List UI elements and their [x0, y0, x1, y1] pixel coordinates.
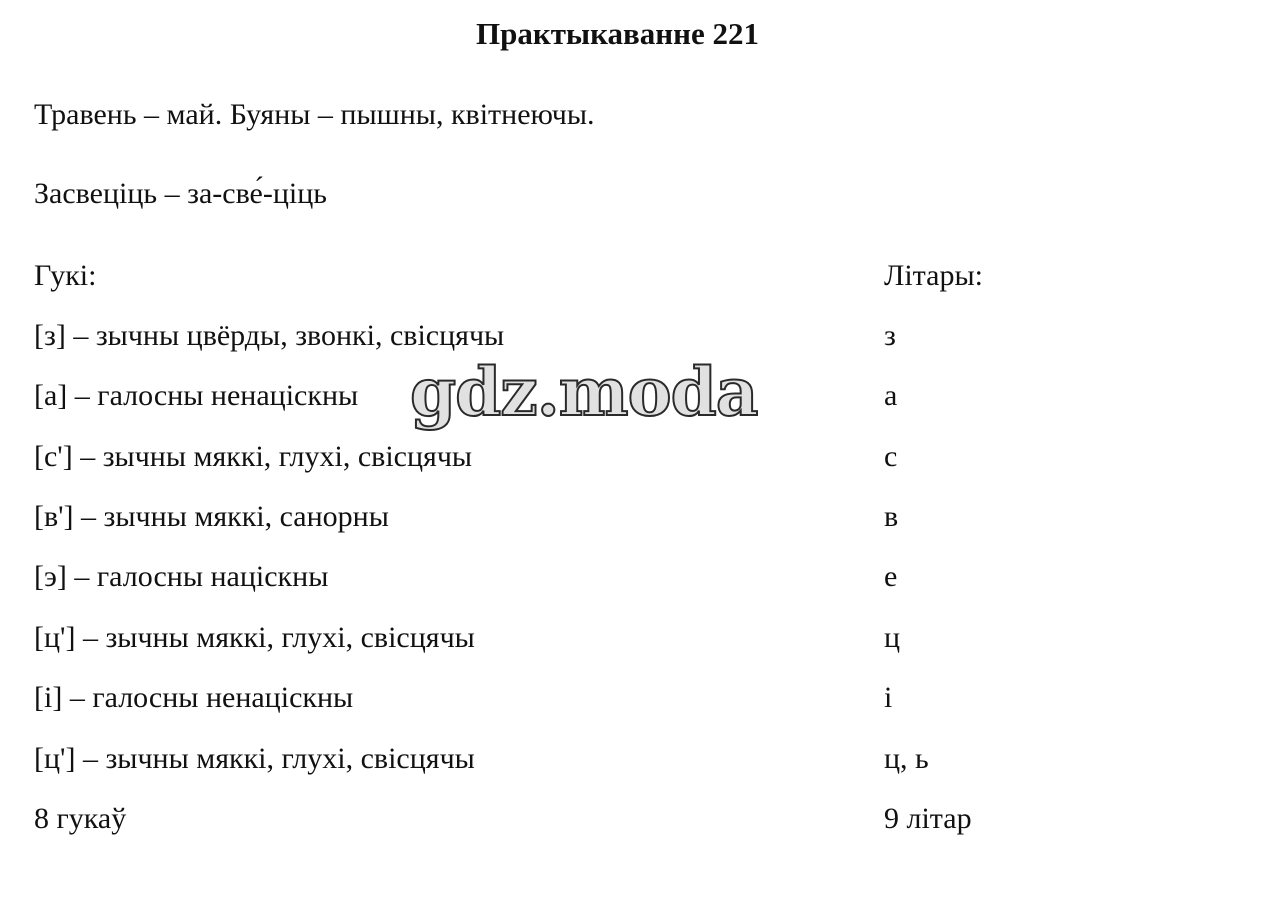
sound-count: 8 гукаў — [34, 802, 127, 835]
sound-cell: [с'] – зычны мяккі, глухі, свісцячы — [34, 440, 473, 473]
sound-cell: [і] – галосны ненаціскны — [34, 681, 354, 714]
letter-cell: ц — [884, 621, 901, 654]
sound-cell: [э] – галосны націскны — [34, 560, 329, 593]
letter-cell: в — [884, 500, 899, 533]
letter-count: 9 літар — [884, 802, 972, 835]
letter-cell: а — [884, 379, 898, 412]
table-row — [34, 437, 1234, 477]
table-row — [34, 678, 1234, 718]
table-footer — [34, 799, 1234, 839]
sound-cell: [ц'] – зычны мяккі, глухі, свісцячы — [34, 742, 475, 775]
syllable-division-line: Засвеціць – за-све́-ціць — [34, 177, 327, 210]
letter-cell: з — [884, 319, 896, 352]
table-header — [34, 256, 1234, 296]
sound-cell: [а] – галосны ненаціскны — [34, 379, 359, 412]
letters-header: Літары: — [884, 259, 983, 292]
letter-cell: с — [884, 440, 898, 473]
table-row — [34, 557, 1234, 597]
table-row — [34, 316, 1234, 356]
watermark-logo: gdz.moda — [410, 353, 758, 431]
table-row — [34, 739, 1234, 779]
sound-cell: [в'] – зычны мяккі, санорны — [34, 500, 389, 533]
sentence-line: Травень – май. Буяны – пышны, квітнеючы. — [34, 98, 595, 131]
letter-cell: ц, ь — [884, 742, 929, 775]
letter-cell: і — [884, 681, 893, 714]
page-title: Практыкаванне 221 — [475, 16, 759, 51]
letter-cell: е — [884, 560, 898, 593]
sound-cell: [з] – зычны цвёрды, звонкі, свісцячы — [34, 319, 505, 352]
table-row — [34, 618, 1234, 658]
sound-cell: [ц'] – зычны мяккі, глухі, свісцячы — [34, 621, 475, 654]
sounds-header: Гукі: — [34, 259, 97, 292]
table-row — [34, 497, 1234, 537]
